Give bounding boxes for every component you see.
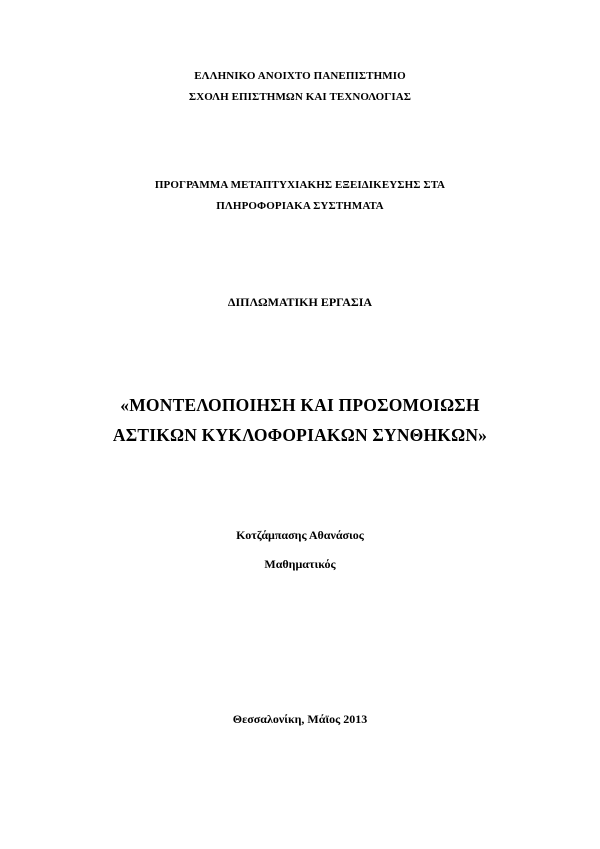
- school-name: ΣΧΟΛΗ ΕΠΙΣΤΗΜΩΝ ΚΑΙ ΤΕΧΝΟΛΟΓΙΑΣ: [188, 91, 412, 103]
- place-and-date: Θεσσαλονίκη, Μάϊος 2013: [232, 712, 368, 726]
- author-profession: Μαθηματικός: [264, 557, 336, 571]
- program-name-line-2: ΠΛΗΡΟΦΟΡΙΑΚΑ ΣΥΣΤΗΜΑΤΑ: [216, 200, 384, 212]
- university-name: ΕΛΛΗΝΙΚΟ ΑΝΟΙΧΤΟ ΠΑΝΕΠΙΣΤΗΜΙΟ: [194, 70, 406, 82]
- thesis-title-line-1: «ΜΟΝΤΕΛΟΠΟΙΗΣΗ ΚΑΙ ΠΡΟΣΟΜΟΙΩΣΗ: [120, 395, 480, 415]
- author-name: Κοτζάμπασης Αθανάσιος: [236, 528, 364, 542]
- document-type: ΔΙΠΛΩΜΑΤΙΚΗ ΕΡΓΑΣΙΑ: [227, 295, 373, 309]
- program-name-line-1: ΠΡΟΓΡΑΜΜΑ ΜΕΤΑΠΤΥΧΙΑΚΗΣ ΕΞΕΙΔΙΚΕΥΣΗΣ ΣΤΑ: [154, 179, 446, 191]
- thesis-title-line-2: ΑΣΤΙΚΩΝ ΚΥΚΛΟΦΟΡΙΑΚΩΝ ΣΥΝΘΗΚΩΝ»: [112, 425, 488, 445]
